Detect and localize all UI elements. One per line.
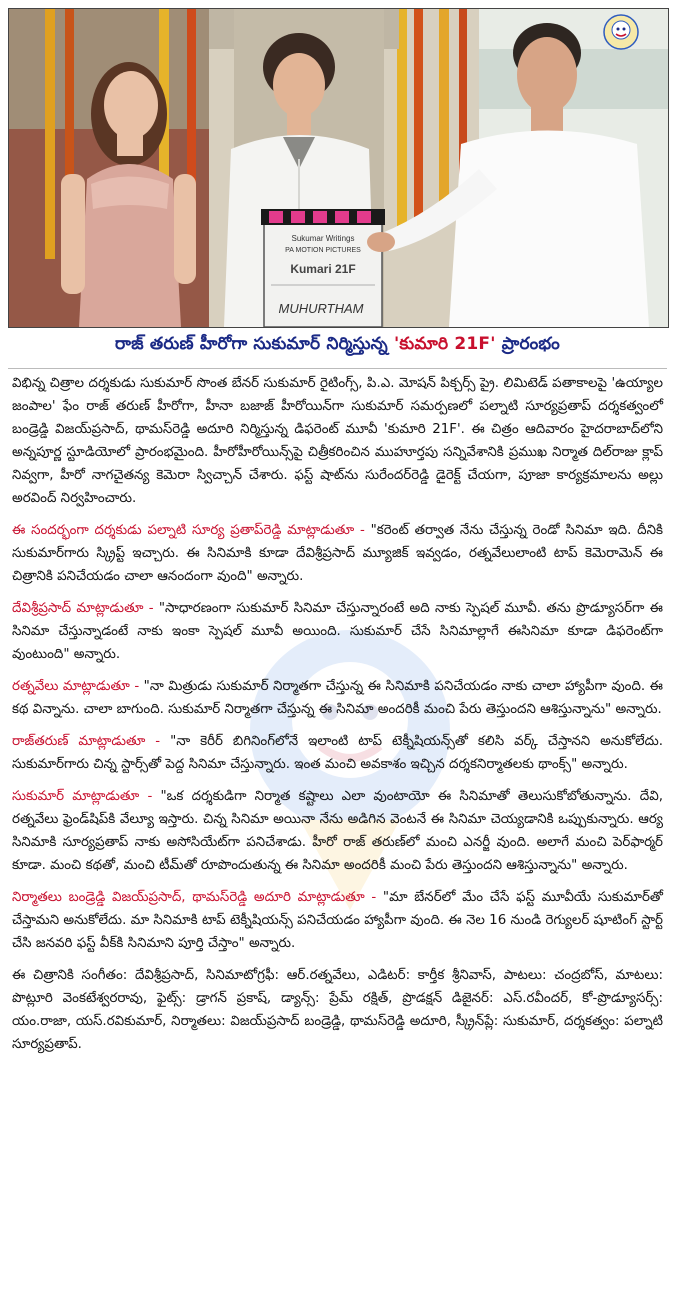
- clapboard: [261, 209, 385, 327]
- article-paragraph-credits: ఈ చిత్రానికి సంగీతం: దేవిశ్రీప్రసాద్, సినిమాటోగ్రఫీ: ఆర్.రత్నవేలు, ఎడిటర్: కార్తీక శ్రీనివాస్, పాటలు: చంద్రబోస్, మాటలు: పొట్లూరి వెంకటేశ్వరరావు, ఫైట్స్: డ్రాగన్ ప్రకాష్, డ్యాన్స్: ప్రేమ్ రక్షిత్, ప్రొడక్షన్ డిజైనర్: ఎస్.రవీందర్, కో-ప్రొడ్యూసర్స్: యం.రాజా, యస్.రవికుమార్, నిర్మాతలు: విజయ్‌ప్రసాద్ బండ్రెడ్డి, థామస్‌రెడ్డి అదూరి, స్క్రీన్‌ప్లే: సుకుమార్, దర్శకత్వం: పల్నాటి సూర్యప్రతాప్.: [12, 968, 663, 1052]
- speaker-sukumar: సుకుమార్ మాట్లాడుతూ -: [12, 789, 153, 804]
- speaker-music-director: దేవిశ్రీప్రసాద్ మాట్లాడుతూ -: [12, 601, 154, 616]
- article-paragraph-director: [12, 519, 663, 588]
- clapboard-title: Kumari 21F: [290, 262, 356, 276]
- event-photo: [8, 8, 669, 328]
- speaker-hero: రాజ్‌తరుణ్ మాట్లాడుతూ -: [12, 734, 161, 749]
- speaker-cameraman: రత్నవేలు మాట్లాడుతూ -: [12, 679, 140, 694]
- article-body: [12, 372, 663, 1065]
- clapboard-line1: Sukumar Writings: [291, 234, 355, 243]
- quote-sukumar: "ఒక దర్శకుడిగా నిర్మాత కష్టాలు ఎలా వుంటాయో ఈ సినిమాతో తెలుసుకోబోతున్నాను. దేవి, రత్నవేలు ఫ్రెండ్‌షిప్‌కి వేల్యూ ఇస్తారు. చిన్న సినిమా అయినా నేను అడిగిన వెంటనే ఈ సినిమా చెయ్యడానికి ఒప్పుకున్నారు. ఆర్య సినిమాకి సూర్యప్రతాప్ నాకు అసోసియేట్‌గా పనిచేశాడు. హీరో రాజ్ తరుణ్‌లో మంచి ఎనర్జీ వుంది. అలాగే మంచి పెర్‌ఫార్మర్ కూడా. మంచి కథతో, మంచి టీమ్‌తో రూపొందుతున్న ఈ సినిమా అందరికీ మంచి పేరు తెస్తుందని ఆశిస్తున్నాను" అన్నారు.: [12, 789, 663, 873]
- speaker-producers: నిర్మాతలు బండ్రెడ్డి విజయ్‌ప్రసాద్, థామస్‌రెడ్డి అదూరి మాట్లాడుతూ -: [12, 890, 377, 905]
- speaker-director: ఈ సందర్భంగా దర్శకుడు పల్నాటి సూర్య ప్రతాప్‌రెడ్డి మాట్లాడుతూ -: [12, 523, 365, 538]
- article-paragraph-sukumar: [12, 785, 663, 877]
- event-photo-illustration: [9, 9, 668, 327]
- quote-producers: "మా బేనర్‌లో మేం చేసే ఫస్ట్ మూవీయే సుకుమార్‌తో చేస్తామని అనుకోలేదు. మా సినిమాకి టాప్ టెక్నీషియన్స్ పనిచేయడం హ్యాపీగా వుంది. ఈ నెల 16 నుండి రెగ్యులర్ షూటింగ్ స్టార్ట్ చేసి జనవరి ఫస్ట్ వీక్‌కి సినిమాని పూర్తి చేస్తాం" అన్నారు.: [12, 890, 663, 951]
- article-paragraph-hero: [12, 730, 663, 776]
- site-logo-icon: [603, 14, 639, 50]
- headline-part2: ప్రారంభం: [495, 334, 560, 354]
- clapboard-line2: PA MOTION PICTURES: [285, 247, 361, 254]
- headline-movie-title: 'కుమారి 21F': [393, 334, 496, 354]
- article-paragraph-intro: విభిన్న చిత్రాల దర్శకుడు సుకుమార్ సొంత బేనర్ సుకుమార్ రైటింగ్స్, పి.ఎ. మోషన్ పిక్చర్స్ ప్రై. లిమిటెడ్ పతాకాలపై 'ఉయ్యాల జంపాల' ఫేం రాజ్ తరుణ్ హీరోగా, హీనా బజాజ్ హీరోయిన్‌గా సుకుమార్ సమర్పణలో పల్నాటి సూర్యప్రతాప్ దర్శకత్వంలో బండ్రెడ్డి విజయ్‌ప్రసాద్, థామస్‌రెడ్డి అదూరి నిర్మిస్తున్న డిఫరెంట్ మూవీ 'కుమారి 21F'. ఈ చిత్రం ఆదివారం హైదరాబాద్‌లోని అన్నపూర్ణ స్టూడియోలో ప్రారంభమైంది. హీరోహీరోయిన్స్‌పై చిత్రీకరించిన ముహూర్తపు సన్నివేశానికి ప్రముఖ నిర్మాత దిల్‌రాజు క్లాప్ నివ్వగా, హీరో నాగచైతన్య కెమెరా స్విచ్చాన్ చేశారు. ఫస్ట్ షాట్‌ను సురేందర్‌రెడ్డి డైరెక్ట్ చేయగా, పూజా కార్యక్రమాలను అల్లు అరవింద్ నిర్వహించారు.: [12, 376, 663, 506]
- quote-hero: "నా కెరీర్ బిగినింగ్‌లోనే ఇలాంటి టాప్ టెక్నీషియన్స్‌తో కలిసి వర్క్ చేస్తానని అనుకోలేదు. సుకుమార్‌గారు చిన్న స్టార్స్‌తో పెద్ద సినిమా చేస్తున్నారు. ఇంత మంచి అవకాశం ఇచ్చిన దర్శకనిర్మాతలకు థాంక్స్" అన్నారు.: [12, 734, 663, 772]
- article-paragraph-producers: [12, 886, 663, 955]
- article-paragraph-cameraman: [12, 675, 663, 721]
- quote-director: "కరెంట్ తర్వాత నేను చేస్తున్న రెండో సినిమా ఇది. దీనికి సుకుమార్‌గారు స్క్రిప్ట్ ఇచ్చారు. ఈ సినిమాకి కూడా దేవిశ్రీప్రసాద్ మ్యూజిక్ ఇవ్వడం, రత్నవేలులాంటి టాప్ కెమెరామెన్ ఈ చిత్రానికి పనిచేయడం చాలా ఆనందంగా వుంది" అన్నారు.: [12, 523, 663, 584]
- headline-part1: రాజ్ తరుణ్ హీరోగా సుకుమార్ నిర్మిస్తున్న: [115, 334, 394, 354]
- clapboard-scribble: MUHURTHAM: [278, 301, 364, 316]
- article-paragraph-music: [12, 597, 663, 666]
- quote-cameraman: "నా మిత్రుడు సుకుమార్ నిర్మాతగా చేస్తున్న ఈ సినిమాకి పనిచేయడం నాకు చాలా హ్యాపీగా వుంది. ఈ కథ విన్నాను. చాలా బాగుంది. సుకుమార్ నిర్మాతగా చేస్తున్న ఈ సినిమా అందరికీ మంచి పేరు తెస్తుందని ఆశిస్తున్నాను" అన్నారు.: [12, 679, 663, 717]
- quote-music-director: "సాధారణంగా సుకుమార్ సినిమా చేస్తున్నారంటే అది నాకు స్పెషల్ మూవీ. తను ప్రొడ్యూసర్‌గా ఈ సినిమా చేస్తున్నాడంటే నాకు ఇంకా స్పెషల్ మూవీ అయింది. సుకుమార్ చేసే సినిమాల్లాగే ఈసినిమా కూడా డిఫరెంట్‌గా వుంటుంది" అన్నారు.: [12, 601, 663, 662]
- article-headline: [0, 334, 675, 358]
- headline-divider: [8, 368, 667, 369]
